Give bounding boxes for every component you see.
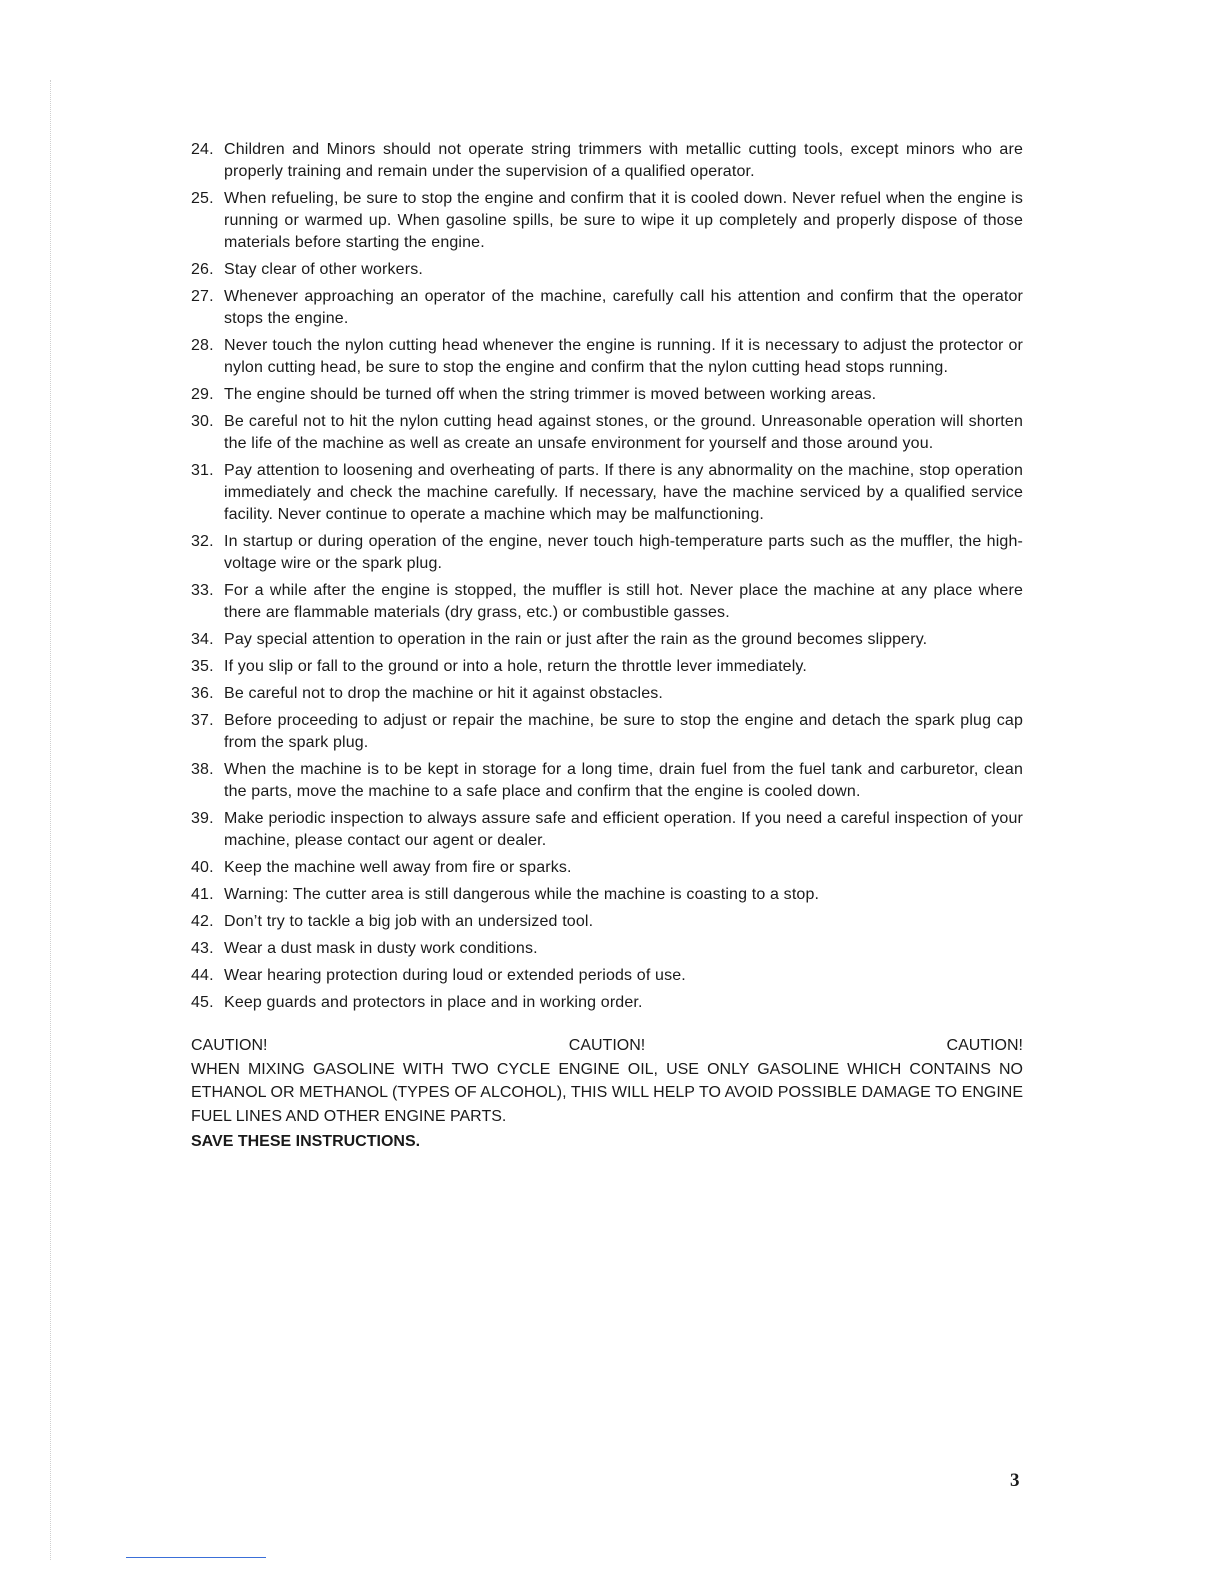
item-number: 29. xyxy=(191,386,214,403)
item-text: Wear hearing protection during loud or extended periods of use. xyxy=(224,967,686,984)
footer-rule xyxy=(126,1557,266,1558)
item-number: 44. xyxy=(191,967,214,984)
item-number: 45. xyxy=(191,994,214,1011)
list-item xyxy=(191,259,1023,281)
item-text: Warning: The cutter area is still dangerous while the machine is coasting to a stop. xyxy=(224,886,820,903)
item-number: 26. xyxy=(191,261,214,278)
item-text: When the machine is to be kept in storage for a long time, drain fuel from the fuel tank and carburetor, clean the parts, move the machine to a safe place and confirm that the engine is cooled down. xyxy=(224,761,1023,800)
item-text: If you slip or fall to the ground or into a hole, return the throttle lever immediately. xyxy=(224,658,807,675)
list-item xyxy=(191,857,1023,879)
item-number: 30. xyxy=(191,413,214,430)
scan-margin-marks xyxy=(50,80,52,1560)
item-number: 37. xyxy=(191,712,214,729)
caution-heading: CAUTION! xyxy=(568,1037,646,1054)
item-text: Wear a dust mask in dusty work conditions. xyxy=(224,940,538,957)
item-number: 34. xyxy=(191,631,214,648)
item-text: Whenever approaching an operator of the machine, carefully call his attention and confirm that the operator stops the engine. xyxy=(224,288,1023,327)
list-item xyxy=(191,139,1023,183)
caution-notice xyxy=(191,1034,1023,1154)
safety-items-list xyxy=(191,139,1023,1014)
item-text: Be careful not to hit the nylon cutting head against stones, or the ground. Unreasonable operation will shorten the life of the machine as well as create an unsafe environment for yourself and those around you. xyxy=(224,413,1023,452)
item-number: 33. xyxy=(191,582,214,599)
list-item xyxy=(191,911,1023,933)
item-text: When refueling, be sure to stop the engine and confirm that it is cooled down. Never refuel when the engine is running or warmed up. When gasoline spills, be sure to wipe it up completely and properly dispose of those materials before starting the engine. xyxy=(224,190,1023,251)
item-text: Pay attention to loosening and overheating of parts. If there is any abnormality on the machine, stop operation immediately and check the machine carefully. If necessary, have the machine serviced by a qualified service facility. Never continue to operate a machine which may be malfunctioning. xyxy=(224,462,1023,523)
item-number: 42. xyxy=(191,913,214,930)
item-text: Children and Minors should not operate string trimmers with metallic cutting tools, except minors who are properly training and remain under the supervision of a qualified operator. xyxy=(224,141,1023,180)
list-item xyxy=(191,992,1023,1014)
item-number: 25. xyxy=(191,190,214,207)
item-text: In startup or during operation of the engine, never touch high-temperature parts such as the muffler, the high-voltage wire or the spark plug. xyxy=(224,533,1023,572)
item-number: 41. xyxy=(191,886,214,903)
list-item xyxy=(191,656,1023,678)
item-number: 43. xyxy=(191,940,214,957)
list-item xyxy=(191,884,1023,906)
item-text: Be careful not to drop the machine or hit it against obstacles. xyxy=(224,685,664,702)
item-text: Don’t try to tackle a big job with an undersized tool. xyxy=(224,913,594,930)
item-text: Keep the machine well away from fire or sparks. xyxy=(224,859,572,876)
item-text: For a while after the engine is stopped, the muffler is still hot. Never place the machine at any place where there are flammable materials (dry grass, etc.) or combustible gasses. xyxy=(224,582,1023,621)
item-text: Before proceeding to adjust or repair the machine, be sure to stop the engine and detach the spark plug cap from the spark plug. xyxy=(224,712,1023,751)
caution-heading-row xyxy=(191,1034,1023,1058)
list-item xyxy=(191,286,1023,330)
item-text: Keep guards and protectors in place and in working order. xyxy=(224,994,643,1011)
item-text: Never touch the nylon cutting head whenever the engine is running. If it is necessary to adjust the protector or nylon cutting head, be sure to stop the engine and confirm that the nylon cutting head stops running. xyxy=(224,337,1023,376)
page-number: 3 xyxy=(1010,1470,1020,1491)
item-number: 24. xyxy=(191,141,214,158)
document-body xyxy=(191,139,1023,1154)
list-item xyxy=(191,384,1023,406)
list-item xyxy=(191,965,1023,987)
item-number: 39. xyxy=(191,810,214,827)
item-number: 38. xyxy=(191,761,214,778)
item-number: 28. xyxy=(191,337,214,354)
caution-heading: CAUTION! xyxy=(946,1037,1023,1054)
item-number: 27. xyxy=(191,288,214,305)
item-text: Stay clear of other workers. xyxy=(224,261,423,278)
list-item xyxy=(191,759,1023,803)
caution-heading: CAUTION! xyxy=(191,1037,268,1054)
list-item xyxy=(191,411,1023,455)
item-number: 40. xyxy=(191,859,214,876)
item-text: Make periodic inspection to always assure safe and efficient operation. If you need a careful inspection of your machine, please contact our agent or dealer. xyxy=(224,810,1023,849)
caution-text: WHEN MIXING GASOLINE WITH TWO CYCLE ENGINE OIL, USE ONLY GASOLINE WHICH CONTAINS NO ETHANOL OR METHANOL (TYPES OF ALCOHOL), THIS WILL HELP TO AVOID POSSIBLE DAMAGE TO ENGINE FUEL LINES AND OTHER ENGINE PARTS. xyxy=(191,1060,1023,1125)
list-item xyxy=(191,629,1023,651)
list-item xyxy=(191,710,1023,754)
item-number: 36. xyxy=(191,685,214,702)
list-item xyxy=(191,808,1023,852)
list-item xyxy=(191,580,1023,624)
list-item xyxy=(191,460,1023,526)
list-item xyxy=(191,683,1023,705)
save-instructions-note: SAVE THESE INSTRUCTIONS. xyxy=(191,1133,421,1150)
list-item xyxy=(191,335,1023,379)
list-item xyxy=(191,531,1023,575)
item-text: Pay special attention to operation in the rain or just after the rain as the ground becomes slippery. xyxy=(224,631,928,648)
item-number: 35. xyxy=(191,658,214,675)
item-text: The engine should be turned off when the string trimmer is moved between working areas. xyxy=(224,386,877,403)
item-number: 32. xyxy=(191,533,214,550)
item-number: 31. xyxy=(191,462,214,479)
list-item xyxy=(191,188,1023,254)
list-item xyxy=(191,938,1023,960)
